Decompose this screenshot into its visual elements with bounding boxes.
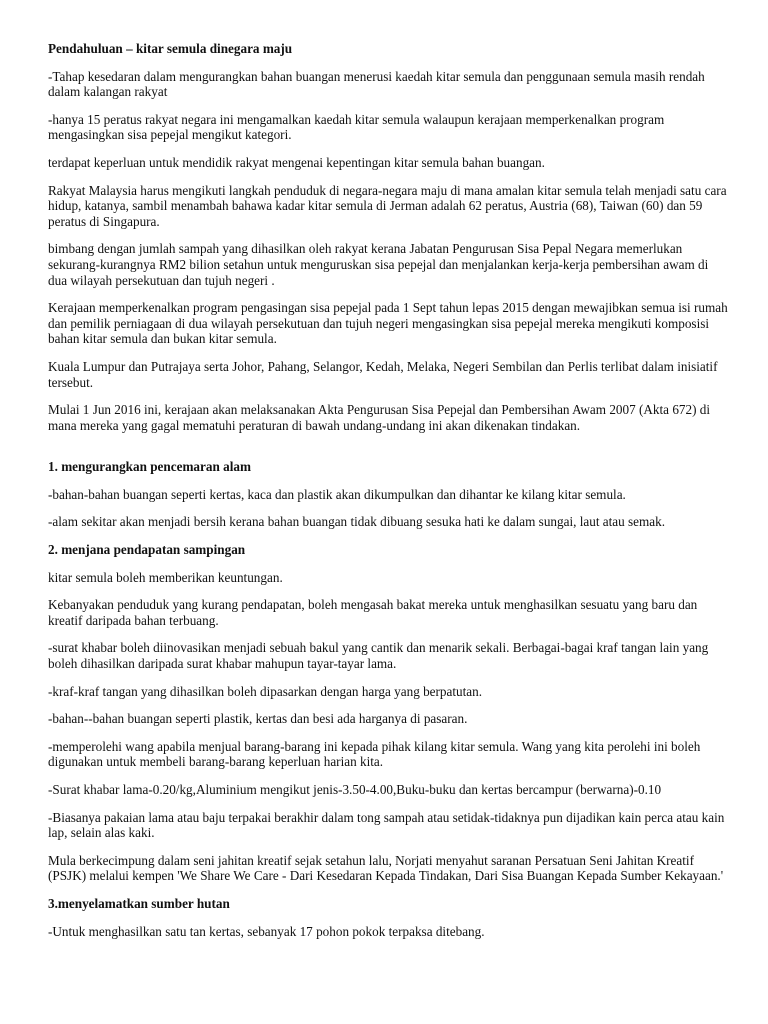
section-1-paragraph-1: -bahan-bahan buangan seperti kertas, kaca dan plastik akan dikumpulkan dan dihantar ke kilang kitar semula.	[48, 486, 626, 502]
section-3-paragraph-1: -Untuk menghasilkan satu tan kertas, sebanyak 17 pohon pokok terpaksa ditebang.	[48, 923, 485, 939]
document-title: Pendahuluan – kitar semula dinegara maju	[48, 41, 293, 56]
section-heading-3: 3.menyelamatkan sumber hutan	[48, 895, 230, 911]
section-2-paragraph-9: Mula berkecimpung dalam seni jahitan kreatif sejak setahun lalu, Norjati menyahut saranan Persatuan Seni Jahitan Kreatif (PSJK) melalui kempen 'We Share We Care - Dari Kesedaran Kepada Tindakan, Dari Sisa Buangan Kepada Sumber Kekayaan.'	[48, 852, 724, 884]
document-page	[48, 41, 728, 951]
intro-paragraph-2: -hanya 15 peratus rakyat negara ini mengamalkan kaedah kitar semula walaupun kerajaan memperkenalkan program mengasingkan sisa pepejal mengikut kategori.	[48, 111, 665, 143]
intro-paragraph-6: Kerajaan memperkenalkan program pengasingan sisa pepejal pada 1 Sept tahun lepas 2015 dengan mewajibkan semua isi rumah dan pemilik perniagaan di dua wilayah persekutuan dan tujuh negeri mengasingkan sisa pepejal mereka mengikuti komposisi bahan kitar semula dan bukan kitar semula.	[48, 300, 728, 347]
intro-paragraph-3: terdapat keperluan untuk mendidik rakyat mengenai kepentingan kitar semula bahan buangan.	[48, 154, 545, 170]
intro-paragraph-4: Rakyat Malaysia harus mengikuti langkah penduduk di negara-negara maju di mana amalan kitar semula telah menjadi satu cara hidup, katanya, sambil menambah bahawa kadar kitar semula di Jerman adalah 62 peratus, Austria (68), Taiwan (60) dan 59 peratus di Singapura.	[48, 182, 727, 229]
section-2-paragraph-8: -Biasanya pakaian lama atau baju terpakai berakhir dalam tong sampah atau setidak-tidaknya pun dijadikan kain perca atau kain lap, selain alas kaki.	[48, 809, 725, 841]
section-2-paragraph-1: kitar semula boleh memberikan keuntungan.	[48, 569, 283, 585]
section-2-paragraph-6: -memperolehi wang apabila menjual barang-barang ini kepada pihak kilang kitar semula. Wang yang kita perolehi ini boleh digunakan untuk membeli barang-barang keperluan harian kita.	[48, 738, 701, 770]
section-1-paragraph-2: -alam sekitar akan menjadi bersih kerana bahan buangan tidak dibuang sesuka hati ke dalam sungai, laut atau semak.	[48, 514, 666, 530]
section-2-paragraph-5: -bahan--bahan buangan seperti plastik, kertas dan besi ada harganya di pasaran.	[48, 711, 468, 727]
intro-paragraph-7: Kuala Lumpur dan Putrajaya serta Johor, Pahang, Selangor, Kedah, Melaka, Negeri Sembilan dan Perlis terlibat dalam inisiatif tersebut.	[48, 358, 718, 390]
intro-paragraph-8: Mulai 1 Jun 2016 ini, kerajaan akan melaksanakan Akta Pengurusan Sisa Pepejal dan Pembersihan Awam 2007 (Akta 672) di mana mereka yang gagal mematuhi peraturan di bawah undang-undang ini akan dikenakan tindakan.	[48, 402, 711, 433]
section-2-paragraph-4: -kraf-kraf tangan yang dihasilkan boleh dipasarkan dengan harga yang berpatutan.	[48, 683, 483, 699]
section-heading-2: 2. menjana pendapatan sampingan	[48, 542, 246, 558]
section-2-paragraph-3: -surat khabar boleh diinovasikan menjadi sebuah bakul yang cantik dan menarik sekali. Berbagai-bagai kraf tangan lain yang boleh dihasilkan daripada surat khabar mahupun tayar-tayar lama.	[48, 640, 709, 672]
section-spacer	[48, 445, 728, 459]
intro-paragraph-1: -Tahap kesedaran dalam mengurangkan bahan buangan menerusi kaedah kitar semula dan penggunaan semula masih rendah dalam kalangan rakyat	[48, 68, 705, 100]
section-2-paragraph-2: Kebanyakan penduduk yang kurang pendapatan, boleh mengasah bakat mereka untuk menghasilkan sesuatu yang baru dan kreatif daripada bahan terbuang.	[48, 597, 698, 628]
intro-paragraph-5: bimbang dengan jumlah sampah yang dihasilkan oleh rakyat kerana Jabatan Pengurusan Sisa Pepal Negara memerlukan sekurang-kurangnya RM2 bilion setahun untuk menguruskan sisa pepejal dan menjalankan kerja-kerja pembersihan awam di dua wilayah persekutuan dan tujuh negeri .	[48, 241, 709, 288]
section-2-paragraph-7: -Surat khabar lama-0.20/kg,Aluminium mengikut jenis-3.50-4.00,Buku-buku dan kertas bercampur (berwarna)-0.10	[48, 782, 662, 797]
section-heading-1: 1. mengurangkan pencemaran alam	[48, 459, 251, 475]
